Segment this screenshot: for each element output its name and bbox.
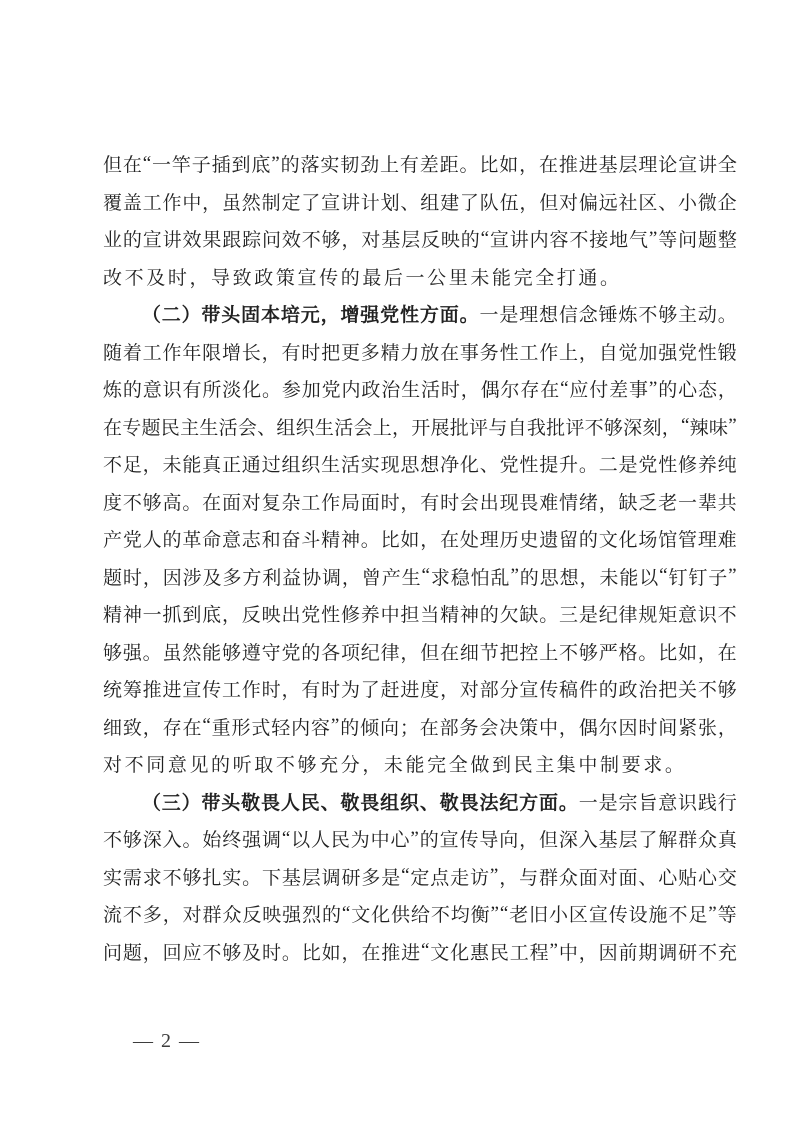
text-line: 覆 盖 工 作 中 ， 虽 然 制 定 了 宣 讲 计 划 、 组 建 了 队 伍 ， 但 对 偏 远 社 区 、 小 微 企 — [103, 192, 737, 214]
text-line: 产 党 人 的 革 命 意 志 和 奋 斗 精 神 。 比 如 ， 在 处 理 历 史 遗 留 的 文 化 场 馆 管 理 难 — [103, 530, 737, 552]
text-line: 问 题 ， 回 应 不 够 及 时 。 比 如 ， 在 推 进 “ 文 化 惠 民 工 程 ” 中 ， 因 前 期 调 研 不 充 — [103, 940, 737, 964]
text-line: 改 不 及 时 ， 导 致 政 策 宣 传 的 最 后 一 公 里 未 能 完 全 打 通 。 — [103, 267, 622, 289]
text-line: 细 致 ， 存 在 “ 重 形 式 轻 内 容 ” 的 倾 向 ； 在 部 务 会 决 策 中 ， 偶 尔 因 时 间 紧 张 ， — [103, 715, 737, 739]
text-line: 题 时 ， 因 涉 及 多 方 利 益 协 调 ， 曾 产 生 “ 求 稳 怕 乱 ” 的 思 想 ， 未 能 以 “ 钉 钉 子 ” — [103, 565, 737, 589]
text-line: （ 三 ） 带 头 敬 畏 人 民 、 敬 畏 组 织 、 敬 畏 法 纪 方 面 。 一 是 宗 旨 意 识 践 行 — [141, 792, 737, 814]
text-line: 在 专 题 民 主 生 活 会 、 组 织 生 活 会 上 ， 开 展 批 评 与 自 我 批 评 不 够 深 刻 ， “ 辣 味 ” — [103, 415, 737, 439]
text-line: 实 需 求 不 够 扎 实 。 下 基 层 调 研 多 是 “ 定 点 走 访 ” ， 与 群 众 面 对 面 、 心 贴 心 交 — [103, 865, 737, 889]
text-line: 业 的 宣 讲 效 果 跟 踪 问 效 不 够 ， 对 基 层 反 映 的 “ 宣 讲 内 容 不 接 地 气 ” 等 问 题 整 — [103, 227, 737, 252]
text-line: 随 着 工 作 年 限 增 长 ， 有 时 把 更 多 精 力 放 在 事 务 性 工 作 上 ， 自 觉 加 强 党 性 锻 — [103, 342, 737, 364]
text-line: 不 足 ， 未 能 真 正 通 过 组 织 生 活 实 现 思 想 净 化 、 党 性 提 升 。 二 是 党 性 修 养 纯 — [103, 455, 737, 477]
text-line: 炼 的 意 识 有 所 淡 化 。 参 加 党 内 政 治 生 活 时 ， 偶 尔 存 在 “ 应 付 差 事 ” 的 心 态 ， — [103, 377, 737, 402]
text-line: 流 不 多 ， 对 群 众 反 映 强 烈 的 “ 文 化 供 给 不 均 衡 ” “ 老 旧 小 区 宣 传 设 施 不 足 ” 等 — [103, 902, 737, 927]
text-line: 不 够 深 入 。 始 终 强 调 “ 以 人 民 为 中 心 ” 的 宣 传 导 向 ， 但 深 入 基 层 了 解 群 众 真 — [103, 827, 737, 852]
text-line: 对 不 同 意 见 的 听 取 不 够 充 分 ， 未 能 完 全 做 到 民 主 集 中 制 要 求 。 — [103, 755, 687, 777]
text-line: 够 强 。 虽 然 能 够 遵 守 党 的 各 项 纪 律 ， 但 在 细 节 把 控 上 不 够 严 格 。 比 如 ， 在 — [103, 642, 737, 664]
text-line: 度 不 够 高 。 在 面 对 复 杂 工 作 局 面 时 ， 有 时 会 出 现 畏 难 情 绪 ， 缺 乏 老 一 辈 共 — [103, 492, 737, 514]
text-line: 精 神 一 抓 到 底 ， 反 映 出 党 性 修 养 中 担 当 精 神 的 欠 缺 。 三 是 纪 律 规 矩 意 识 不 — [103, 605, 737, 627]
document-body — [103, 145, 737, 970]
text-line: 统 筹 推 进 宣 传 工 作 时 ， 有 时 为 了 赶 进 度 ， 对 部 分 宣 传 稿 件 的 政 治 把 关 不 够 — [103, 680, 737, 702]
text-line: 但 在 “ 一 竿 子 插 到 底 ” 的 落 实 韧 劲 上 有 差 距 。 比 如 ， 在 推 进 基 层 理 论 宣 讲 全 — [103, 152, 737, 177]
page-number: — 2 — — [133, 1030, 201, 1052]
text-line: （ 二 ） 带 头 固 本 培 元 ， 增 强 党 性 方 面 。 一 是 理 想 信 念 锤 炼 不 够 主 动 。 — [141, 305, 737, 327]
